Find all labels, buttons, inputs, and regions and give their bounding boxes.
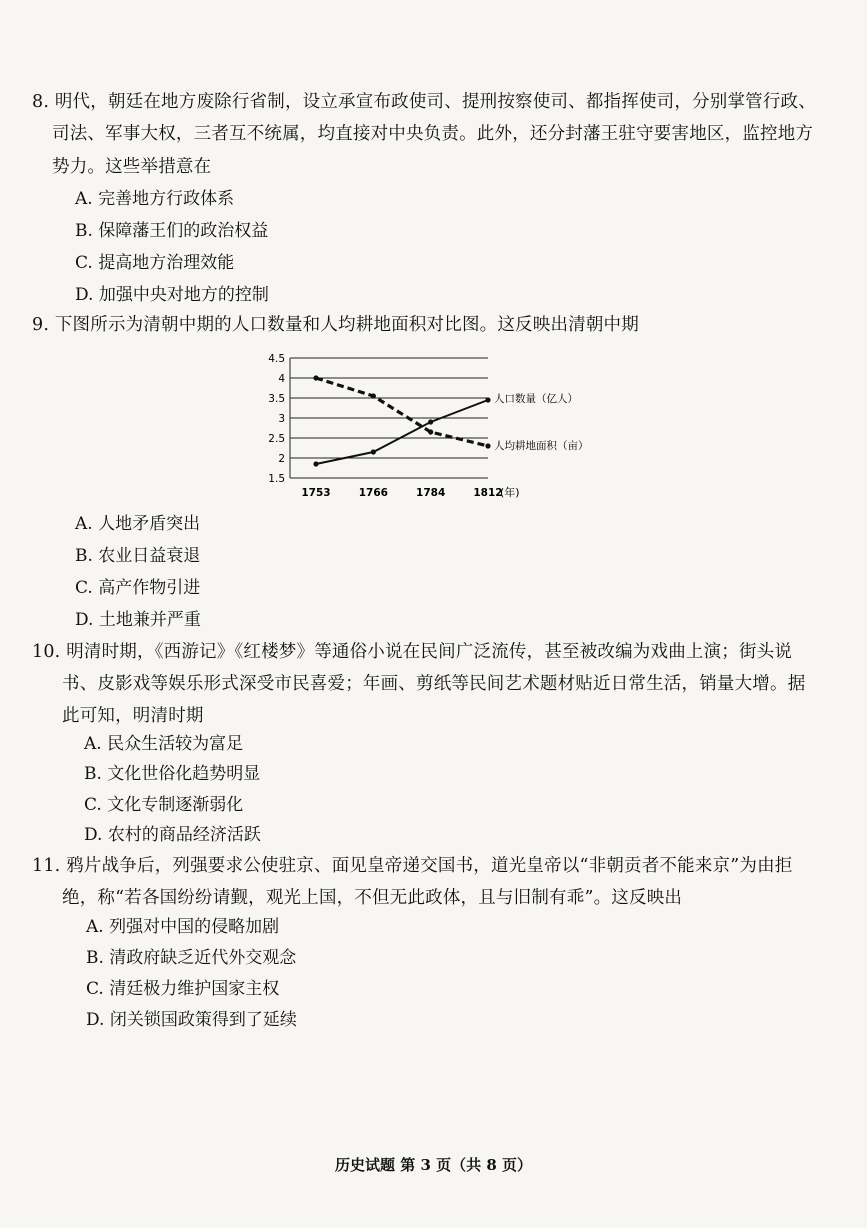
- series-line-1: [316, 400, 488, 464]
- question-8-option-d[interactable]: D. 加强中央对地方的控制: [75, 285, 269, 305]
- question-10-option-a[interactable]: A. 民众生活较为富足: [84, 734, 244, 754]
- series-line-2: [316, 378, 488, 446]
- question-10-line-2: 书、皮影戏等娱乐形式深受市民喜爱；年画、剪纸等民间艺术题材贴近日常生活，销量大增。据: [62, 674, 806, 694]
- question-11-option-a[interactable]: A. 列强对中国的侵略加剧: [86, 917, 280, 937]
- question-10-option-c[interactable]: C. 文化专制逐渐弱化: [84, 795, 244, 815]
- y-tick-label: 3: [278, 413, 285, 425]
- series-points: [313, 375, 490, 466]
- question-11-option-c[interactable]: C. 清廷极力维护国家主权: [86, 979, 280, 999]
- question-11-line-2: 绝，称“若各国纷纷请觐，观光上国，不但无此政体，且与旧制有乖”。这反映出: [62, 888, 683, 908]
- population-farmland-chart: [258, 348, 589, 508]
- grid-lines: [290, 358, 488, 478]
- x-tick-label: 1812: [473, 487, 503, 499]
- data-point: [371, 393, 376, 398]
- data-point: [371, 449, 376, 454]
- y-tick-label: 3.5: [268, 393, 285, 405]
- y-tick-label: 4: [278, 373, 285, 385]
- question-9-option-d[interactable]: D. 土地兼并严重: [75, 610, 201, 630]
- question-8-line-3: 势力。这些举措意在: [52, 157, 212, 177]
- question-10-option-d[interactable]: D. 农村的商品经济活跃: [84, 825, 261, 845]
- data-point: [313, 461, 318, 466]
- question-8-option-a[interactable]: A. 完善地方行政体系: [75, 189, 235, 209]
- x-axis-ticks: [301, 487, 502, 499]
- data-point: [428, 419, 433, 424]
- question-9-option-b[interactable]: B. 农业日益衰退: [75, 546, 201, 566]
- question-11-option-b[interactable]: B. 清政府缺乏近代外交观念: [86, 948, 297, 968]
- y-tick-label: 2.5: [268, 433, 285, 445]
- question-9-option-a[interactable]: A. 人地矛盾突出: [75, 514, 201, 534]
- data-point: [485, 443, 490, 448]
- question-8-line-1: 8. 明代，朝廷在地方废除行省制，设立承宣布政使司、提刑按察使司、都指挥使司，分别掌管行政、: [32, 92, 816, 112]
- y-axis-ticks: [268, 353, 285, 485]
- question-10-line-1: 10. 明清时期，《西游记》《红楼梦》等通俗小说在民间广泛流传，甚至被改编为戏曲上演；街头说: [32, 642, 793, 662]
- x-tick-label: 1766: [358, 487, 388, 499]
- legend-farmland: 人均耕地面积（亩）: [494, 440, 589, 452]
- y-tick-label: 1.5: [268, 473, 285, 485]
- x-tick-label: 1784: [416, 487, 446, 499]
- y-tick-label: 4.5: [268, 353, 285, 365]
- question-8-option-b[interactable]: B. 保障藩王们的政治权益: [75, 221, 269, 241]
- data-point: [485, 397, 490, 402]
- x-tick-label: 1753: [301, 487, 331, 499]
- data-point: [428, 429, 433, 434]
- question-9-option-c[interactable]: C. 高产作物引进: [75, 578, 201, 598]
- series-lines: [316, 378, 488, 464]
- question-10-line-3: 此可知，明清时期: [62, 706, 204, 726]
- data-point: [313, 375, 318, 380]
- question-11-line-1: 11. 鸦片战争后，列强要求公使驻京、面见皇帝递交国书，道光皇帝以“非朝贡者不能来京”为由拒: [32, 856, 793, 876]
- question-8-option-c[interactable]: C. 提高地方治理效能: [75, 253, 235, 273]
- question-8-line-2: 司法、军事大权，三者互不统属，均直接对中央负责。此外，还分封藩王驻守要害地区，监控地方: [52, 124, 814, 144]
- legend-population: 人口数量（亿人）: [494, 393, 578, 405]
- y-tick-label: 2: [278, 453, 285, 465]
- question-9-line-1: 9. 下图所示为清朝中期的人口数量和人均耕地面积对比图。这反映出清朝中期: [32, 315, 639, 335]
- x-axis-unit: (年): [500, 486, 520, 499]
- question-10-option-b[interactable]: B. 文化世俗化趋势明显: [84, 764, 261, 784]
- page-footer: 历史试题 第 3 页（共 8 页）: [335, 1156, 532, 1174]
- question-11-option-d[interactable]: D. 闭关锁国政策得到了延续: [86, 1010, 297, 1030]
